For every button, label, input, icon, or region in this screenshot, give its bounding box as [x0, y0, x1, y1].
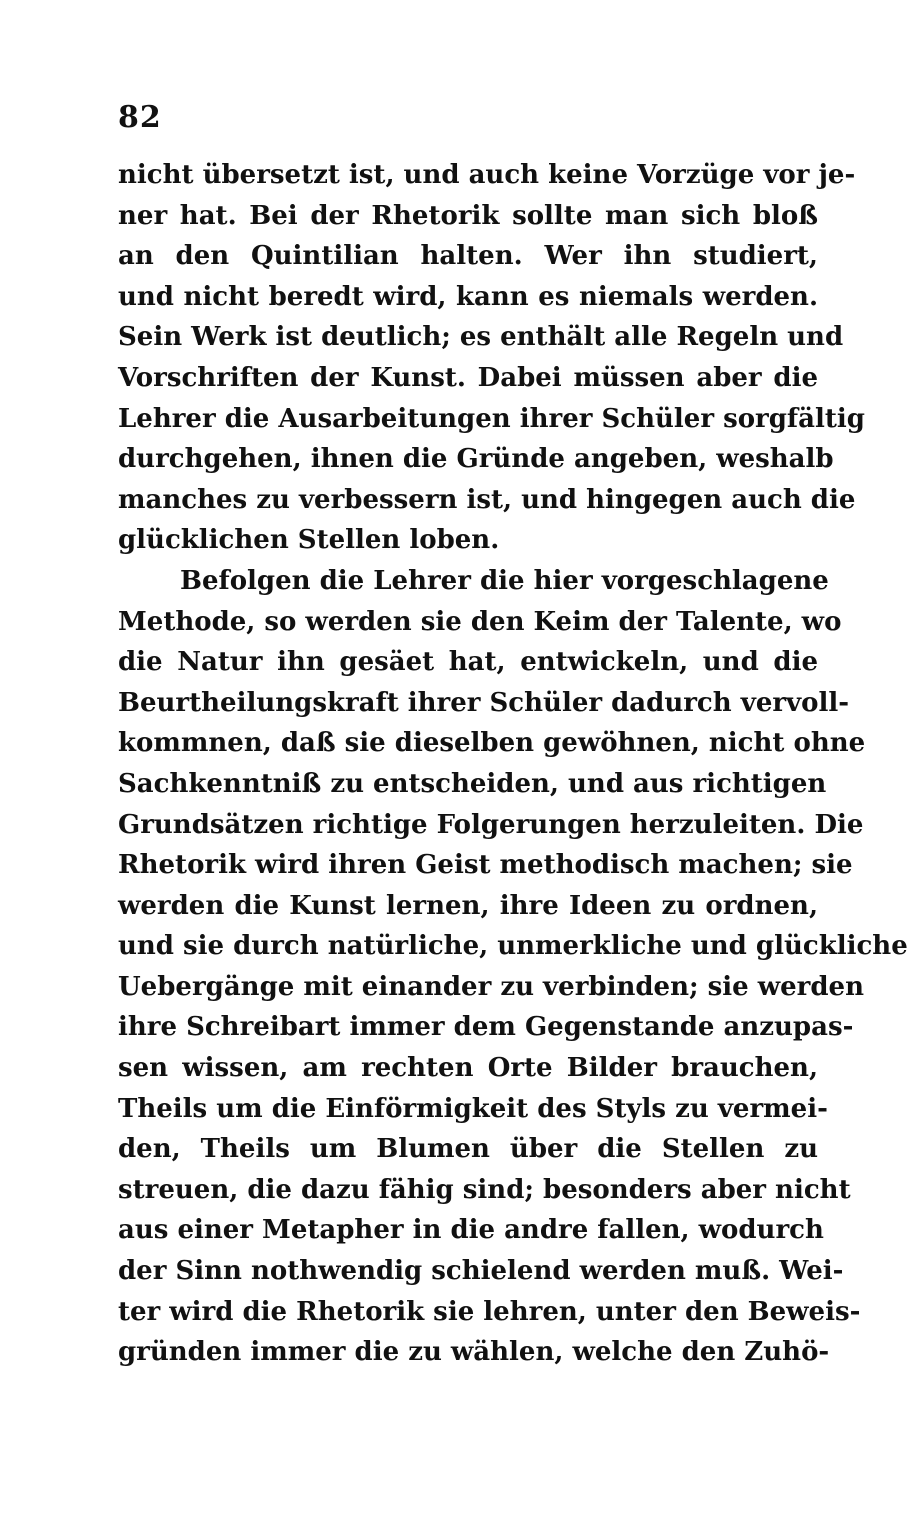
text-line: Rhetorik wird ihren Geist methodisch machen; sie	[118, 850, 853, 881]
text-line: sen wissen, am rechten Orte Bilder brauchen,	[118, 1053, 818, 1084]
text-line: streuen, die dazu fähig sind; besonders aber nicht	[118, 1174, 851, 1205]
page-number: 82	[118, 100, 162, 135]
text-line: Theils um die Einförmigkeit des Styls zu vermei-	[118, 1093, 828, 1124]
text-line: ter wird die Rhetorik sie lehren, unter den Beweis-	[118, 1296, 861, 1327]
text-line: Methode, so werden sie den Keim der Talente, wo	[118, 606, 842, 637]
text-line: Beurtheilungskraft ihrer Schüler dadurch vervoll-	[118, 687, 850, 718]
text-line: und sie durch natürliche, unmerkliche und glückliche	[118, 931, 908, 962]
text-line: durchgehen, ihnen die Gründe angeben, weshalb	[118, 444, 834, 475]
text-line: und nicht beredt wird, kann es niemals werden.	[118, 281, 818, 312]
text-line: an den Quintilian halten. Wer ihn studiert,	[118, 241, 818, 272]
text-line: manches zu verbessern ist, und hingegen auch die	[118, 484, 856, 515]
text-line: glücklichen Stellen loben.	[118, 525, 500, 556]
text-line: aus einer Metapher in die andre fallen, wodurch	[118, 1215, 824, 1246]
text-line: den, Theils um Blumen über die Stellen zu	[118, 1134, 818, 1165]
text-line: ihre Schreibart immer dem Gegenstande anzupas-	[118, 1012, 854, 1043]
text-line: Grundsätzen richtige Folgerungen herzuleiten. Die	[118, 809, 864, 840]
text-line: Befolgen die Lehrer die hier vorgeschlagene	[180, 565, 829, 596]
text-line: Uebergänge mit einander zu verbinden; sie werden	[118, 971, 864, 1002]
body-text	[118, 155, 908, 1373]
text-line: Sein Werk ist deutlich; es enthält alle Regeln und	[118, 322, 844, 353]
text-line: der Sinn nothwendig schielend werden muß. Wei-	[118, 1256, 844, 1287]
text-line: ner hat. Bei der Rhetorik sollte man sich bloß	[118, 200, 818, 231]
text-line: Sachkenntniß zu entscheiden, und aus richtigen	[118, 768, 827, 799]
text-line: Lehrer die Ausarbeitungen ihrer Schüler sorgfältig	[118, 403, 865, 434]
text-line: kommnen, daß sie dieselben gewöhnen, nicht ohne	[118, 728, 866, 759]
text-line: Vorschriften der Kunst. Dabei müssen aber die	[118, 362, 818, 393]
text-line: gründen immer die zu wählen, welche den Zuhö-	[118, 1337, 830, 1368]
text-line: werden die Kunst lernen, ihre Ideen zu ordnen,	[118, 890, 818, 921]
text-line: nicht übersetzt ist, und auch keine Vorzüge vor je-	[118, 160, 856, 190]
text-line: die Natur ihn gesäet hat, entwickeln, und die	[118, 647, 818, 678]
